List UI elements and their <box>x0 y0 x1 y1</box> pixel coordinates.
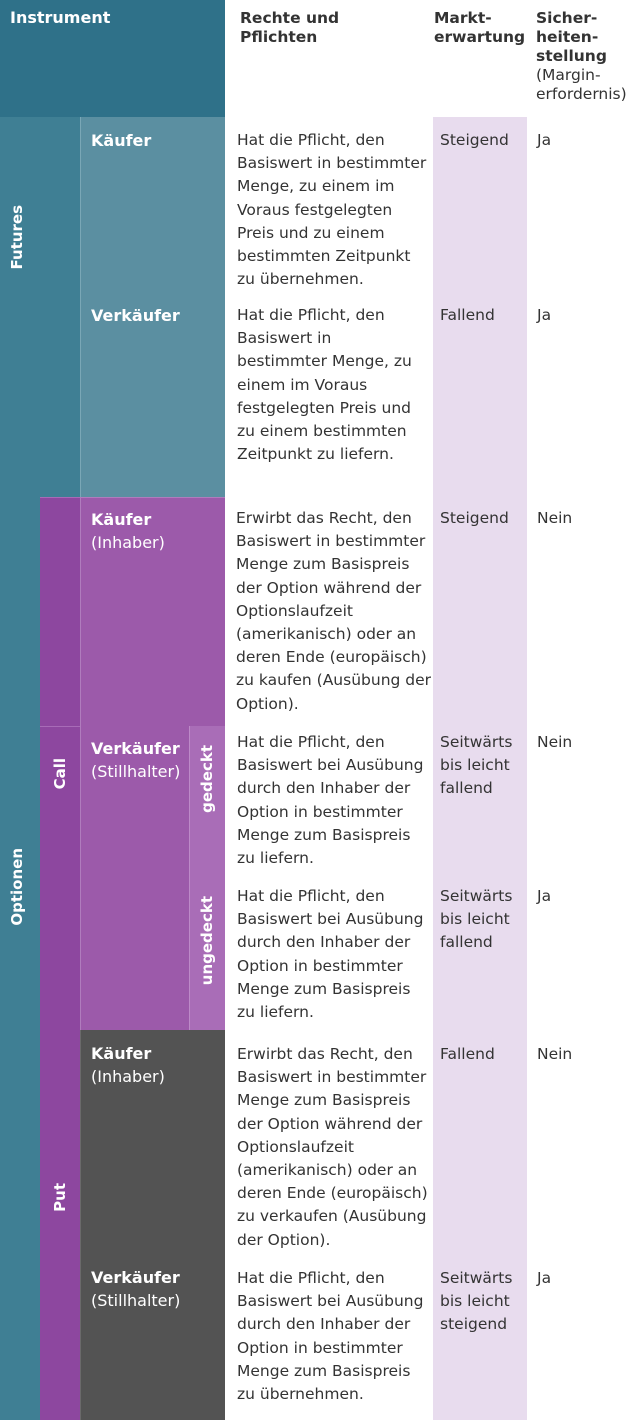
rights-cell: Hat die Pflicht, den Basiswert bei Ausübung durch den Inhaber der Option in bestimmter Menge zum Basispreis zu liefern. <box>237 733 424 868</box>
role-call-seller: Verkäufer (Stillhalter) <box>91 739 181 781</box>
call-label: Call <box>51 758 69 790</box>
market-cell: Fallend <box>440 1045 495 1063</box>
collateral-cell: Ja <box>537 1269 552 1287</box>
market-cell: Seitwärts bis leicht steigend <box>440 1269 513 1334</box>
rights-header-line: Rechte und <box>240 9 340 27</box>
role-put-seller: Verkäufer (Stillhalter) <box>91 1268 181 1310</box>
futures-roles-panel <box>80 117 225 497</box>
market-cell: Fallend <box>440 306 495 324</box>
role-futures-seller: Verkäufer <box>91 306 180 325</box>
rights-header-line: Pflichten <box>240 28 318 46</box>
options-label: Optionen <box>8 848 26 926</box>
market-cell: Seitwärts bis leicht fallend <box>440 887 513 952</box>
market-cell: Steigend <box>440 131 509 149</box>
collateral-cell: Nein <box>537 733 573 751</box>
call-put-column <box>40 726 80 1420</box>
market-column-header <box>434 9 528 47</box>
options-upper-spacer <box>40 497 80 726</box>
options-type-column <box>0 497 40 1420</box>
rights-cell: Hat die Pflicht, den Basiswert in bestimmter Menge, zu einem im Voraus festgelegten Preis und zu einem bestimmten Zeitpunkt zu liefern. <box>237 306 412 464</box>
collateral-cell: Nein <box>537 1045 573 1063</box>
instrument-header <box>0 0 225 117</box>
collateral-cell: Ja <box>537 306 552 324</box>
rights-column-header <box>240 9 430 47</box>
rights-cell: Erwirbt das Recht, den Basiswert in bestimmter Menge zum Basispreis der Option während der Optionslaufzeit (amerikanisch) oder an deren Ende (europäisch) zu kaufen (Ausübung der Option). <box>236 509 432 713</box>
covered-label: gedeckt <box>198 745 216 813</box>
rights-cell: Erwirbt das Recht, den Basiswert in bestimmter Menge zum Basispreis der Option während der Optionslaufzeit (amerikanisch) oder an deren Ende (europäisch) zu verkaufen (Ausübung der Option). <box>237 1045 428 1249</box>
market-header-line: Markt- <box>434 9 492 27</box>
role-futures-buyer: Käufer <box>91 131 152 150</box>
put-roles-panel <box>80 1030 225 1420</box>
role-put-buyer: Käufer (Inhaber) <box>91 1044 165 1086</box>
rights-cell: Hat die Pflicht, den Basiswert in bestimmter Menge, zu einem im Voraus festgelegten Preis und zu einem bestimmten Zeitpunkt zu übernehmen. <box>237 131 427 289</box>
collateral-cell: Ja <box>537 131 552 149</box>
rights-cell: Hat die Pflicht, den Basiswert bei Ausübung durch den Inhaber der Option in bestimmter Menge zum Basispreis zu übernehmen. <box>237 1269 424 1404</box>
collateral-cell: Ja <box>537 887 552 905</box>
instrument-header-title: Instrument <box>10 8 111 27</box>
collateral-cell: Nein <box>537 509 573 527</box>
market-header-line: erwartung <box>434 28 526 46</box>
collateral-header-line: stellung <box>536 47 607 65</box>
role-call-buyer: Käufer (Inhaber) <box>91 510 165 552</box>
market-cell: Seitwärts bis leicht fallend <box>440 733 513 798</box>
collateral-column-header <box>536 9 628 104</box>
uncovered-label: ungedeckt <box>198 896 216 986</box>
rights-cell: Hat die Pflicht, den Basiswert bei Ausübung durch den Inhaber der Option in bestimmter Menge zum Basispreis zu liefern. <box>237 887 424 1022</box>
instrument-type-column <box>0 117 80 497</box>
collateral-header-line: heiten- <box>536 28 599 46</box>
collateral-header-line: Sicher- <box>536 9 598 27</box>
collateral-header-sub: erfordernis) <box>536 85 627 103</box>
collateral-header-sub: (Margin- <box>536 66 601 84</box>
futures-label: Futures <box>8 205 26 270</box>
put-label: Put <box>51 1183 69 1212</box>
market-cell: Steigend <box>440 509 509 527</box>
